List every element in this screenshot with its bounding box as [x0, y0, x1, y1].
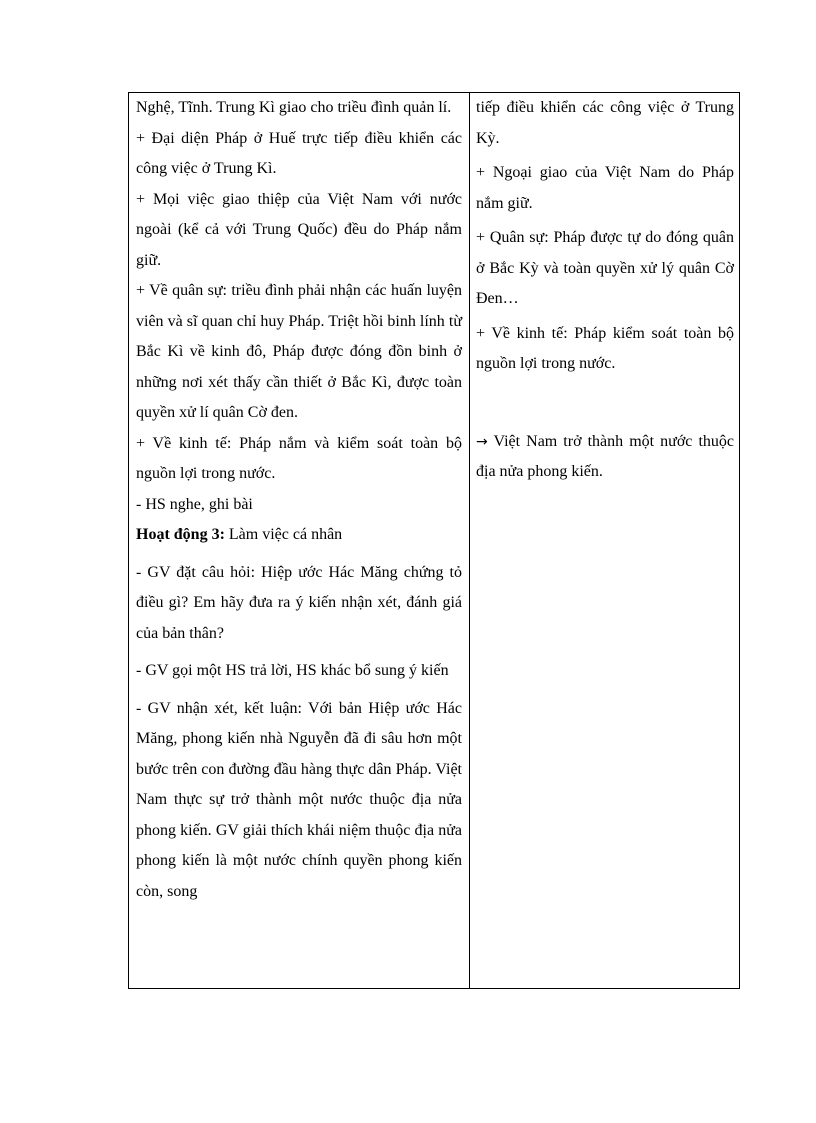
left-paragraph-6: - HS nghe, ghi bài	[136, 495, 253, 513]
column-divider	[469, 93, 470, 988]
left-column-cell	[136, 93, 462, 907]
left-paragraph-7: - GV đặt câu hỏi: Hiệp ước Hác Măng chứng tỏ điều gì? Em hãy đưa ra ý kiến nhận xét, đánh giá của bản thân?	[136, 563, 462, 642]
activity-heading	[136, 520, 462, 551]
left-paragraph-2: + Đại diện Pháp ở Huế trực tiếp điều khiển các công việc ở Trung Kì.	[136, 129, 462, 177]
arrow-right-icon: →	[476, 433, 488, 450]
right-paragraph-2: + Ngoại giao của Việt Nam do Pháp nắm giữ.	[476, 164, 734, 212]
left-paragraph-5: + Về kinh tế: Pháp nắm và kiểm soát toàn bộ nguồn lợi trong nước.	[136, 434, 462, 482]
lesson-table	[128, 92, 740, 989]
right-paragraph-1: tiếp điều khiển các công việc ở Trung Kỳ.	[476, 99, 734, 147]
activity-label: Hoạt động 3:	[136, 526, 225, 543]
left-paragraph-8: - GV gọi một HS trả lời, HS khác bổ sung ý kiến	[136, 662, 449, 679]
right-conclusion	[476, 427, 734, 488]
right-column-cell	[476, 93, 734, 488]
activity-text: Làm việc cá nhân	[224, 526, 343, 543]
left-paragraph-9: - GV nhận xét, kết luận: Với bản Hiệp ước Hác Măng, phong kiến nhà Nguyễn đã đi sâu hơn một bước trên con đường đầu hàng thực dân Pháp. Việt Nam thực sự trở thành một nước thuộc địa nửa phong kiến. GV giải thích khái niệm thuộc địa nửa phong kiến là một nước chính quyền phong kiến còn, song	[136, 699, 462, 900]
right-paragraph-3: + Quân sự: Pháp được tự do đóng quân ở Bắc Kỳ và toàn quyền xử lý quân Cờ Đen…	[476, 229, 734, 307]
left-paragraph-3: + Mọi việc giao thiệp của Việt Nam với nước ngoài (kể cả với Trung Quốc) đều do Pháp nắm giữ.	[136, 190, 462, 269]
left-paragraph-4: + Về quân sự: triều đình phải nhận các huấn luyện viên và sĩ quan chỉ huy Pháp. Triệt hồi binh lính từ Bắc Kì về kinh đô, Pháp được đóng đồn binh ở những nơi xét thấy cần thiết ở Bắc Kì, được toàn quyền xử lí quân Cờ đen.	[136, 282, 462, 421]
left-paragraph-1: Nghệ, Tĩnh. Trung Kì giao cho triều đình quản lí.	[136, 99, 452, 116]
right-paragraph-4: + Về kinh tế: Pháp kiểm soát toàn bộ nguồn lợi trong nước.	[476, 324, 734, 372]
conclusion-text: Việt Nam trở thành một nước thuộc địa nửa phong kiến.	[476, 432, 734, 480]
